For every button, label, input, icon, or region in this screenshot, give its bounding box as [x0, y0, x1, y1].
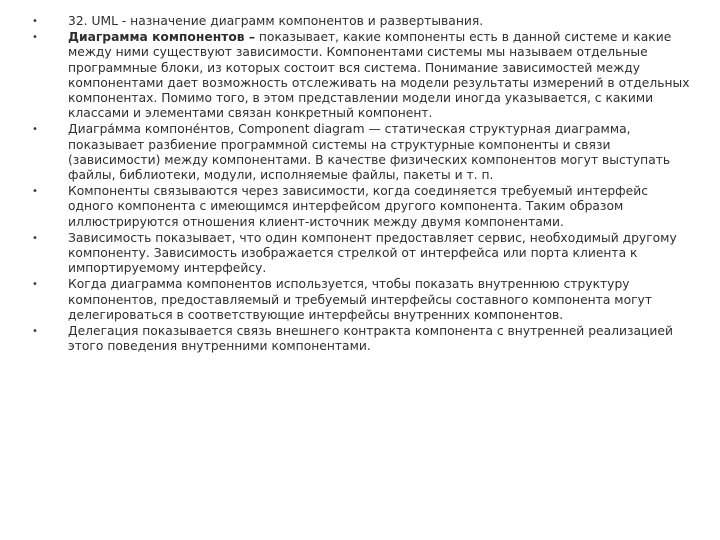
- list-item-text: [68, 122, 690, 183]
- list-item-body: Когда диаграмма компонентов используется, чтобы показать внутреннюю структуру компонентов, предоставляемый и требуемый интерфейсы составного компонента могут делегироваться в соответствующие интерфейсы внутренних компонентов.: [68, 277, 652, 322]
- list-item-text: [68, 184, 690, 230]
- list-item: [30, 277, 690, 323]
- list-item: [30, 184, 690, 230]
- list-item-text: [68, 30, 690, 121]
- list-item-body: Компоненты связываются через зависимости, когда соединяется требуемый интерфейс одного компонента с имеющимся интерфейсом другого компонента. Таким образом иллюстрируются отношения клиент-источник между двумя компонентами.: [68, 184, 648, 229]
- bullet-icon: •: [32, 326, 38, 338]
- list-item-text: [68, 277, 690, 323]
- list-item-body: Диагра́мма компоне́нтов, Component diagram — статическая структурная диаграмма, показывает разбиение программной системы на структурные компоненты и связи (зависимости) между компонентами. В качестве физических компонентов могут выступать файлы, библиотеки, модули, исполняемые файлы, пакеты и т. п.: [68, 122, 671, 183]
- list-item-text: [68, 231, 690, 277]
- list-item-text: [68, 14, 690, 29]
- list-item: [30, 14, 690, 29]
- list-item-bold-lead: Диаграмма компонентов –: [68, 30, 255, 45]
- list-item-body: 32. UML - назначение диаграмм компонентов и развертывания.: [68, 14, 484, 28]
- list-item-body: Зависимость показывает, что один компонент предоставляет сервис, необходимый другому компоненту. Зависимость изображается стрелкой от интерфейса или порта клиента к импортируемому интерфейсу.: [68, 230, 677, 276]
- list-item-body: Делегация показывается связь внешнего контракта компонента с внутренней реализацией этого поведения внутренними компонентами.: [68, 324, 673, 354]
- bullet-icon: •: [32, 32, 38, 44]
- list-item: [30, 231, 690, 277]
- list-item-body: показывает, какие компоненты есть в данной системе и какие между ними существуют зависимости. Компонентами системы мы называем отдельные программные блоки, из которых состоит вся система. Понимание зависимостей между компонентами дает возможность отслеживать на модели результаты измерений в отдельных компонентах. Помимо того, в этом представлении модели иногда указывается, с какими классами и элементами связан конкретный компонент.: [68, 30, 690, 121]
- bullet-icon: •: [32, 232, 38, 244]
- bullet-list: [30, 14, 690, 355]
- list-item: [30, 324, 690, 354]
- bullet-icon: •: [32, 186, 38, 198]
- list-item: [30, 122, 690, 183]
- bullet-icon: •: [32, 16, 38, 27]
- bullet-icon: •: [32, 279, 38, 291]
- bullet-icon: •: [32, 124, 38, 136]
- list-item-text: [68, 324, 690, 354]
- list-item: [30, 30, 690, 121]
